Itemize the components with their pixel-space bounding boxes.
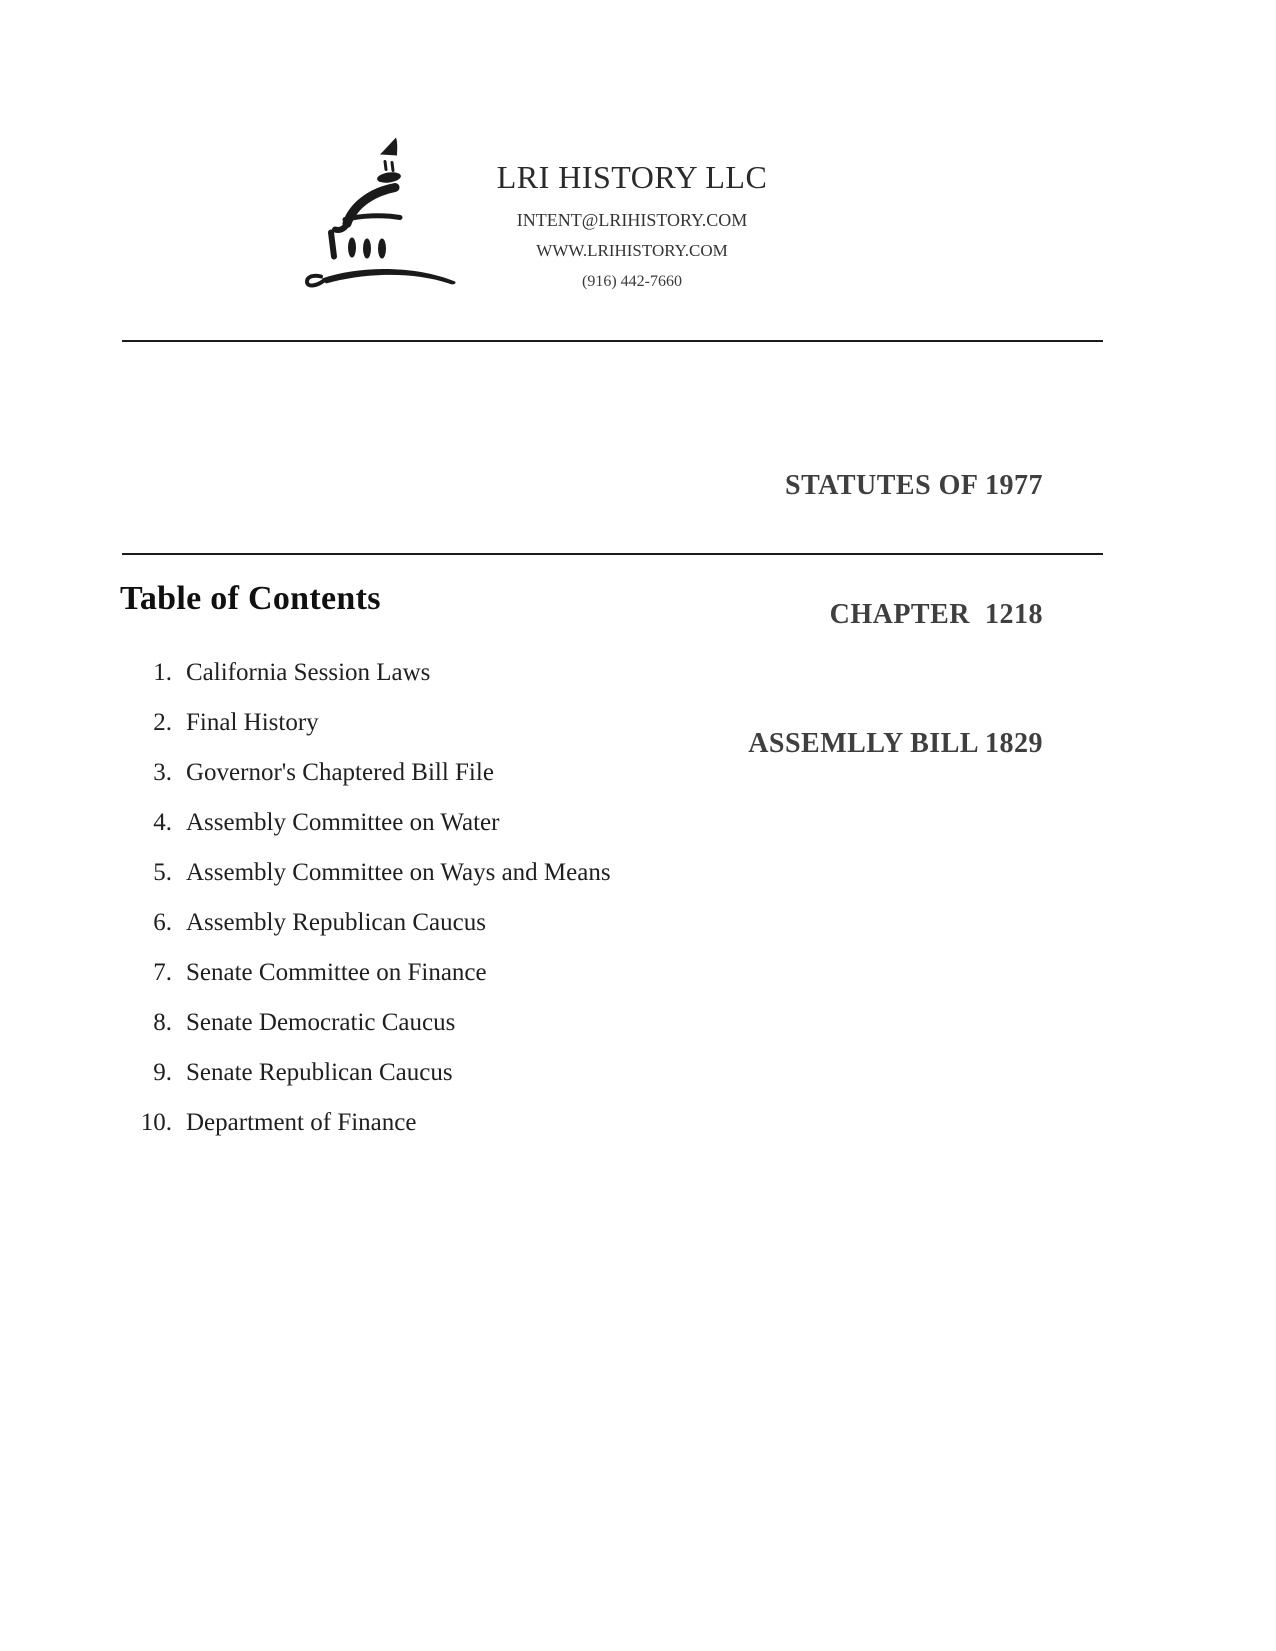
toc-item-number: 3. [153,759,172,786]
toc-item [122,998,611,1048]
toc-item-number: 4. [153,809,172,836]
toc-item-label: Final History [186,709,319,736]
toc-item-label: Assembly Committee on Ways and Means [186,859,611,886]
toc-item-number: 9. [153,1059,172,1086]
toc-item-label: Assembly Committee on Water [186,809,500,836]
toc-item-number: 2. [153,709,172,736]
toc-item-number: 8. [153,1009,172,1036]
toc-item-number: 1. [153,659,172,686]
toc-item-label: Department of Finance [186,1109,417,1136]
toc-item-label: Senate Democratic Caucus [186,1009,456,1036]
contact-website: WWW.LRIHISTORY.COM [536,241,728,260]
toc-item [122,698,611,748]
letterhead [452,158,812,292]
doc-info-bill: ASSEMLLY BILL 1829 [748,728,1043,759]
toc-item [122,948,611,998]
toc-item-label: Senate Committee on Finance [186,959,487,986]
divider-top [122,340,1103,342]
toc-item [122,798,611,848]
toc-item [122,748,611,798]
contact-phone: (916) 442-7660 [582,273,682,290]
toc-item-label: Governor's Chaptered Bill File [186,759,494,786]
toc-item [122,648,611,698]
contact-email: INTENT@LRIHISTORY.COM [516,210,748,230]
toc-item [122,1048,611,1098]
doc-info-statutes: STATUTES OF 1977 [785,470,1043,501]
toc-item-label: Assembly Republican Caucus [186,909,486,936]
toc-item-number: 7. [153,959,172,986]
toc-item-number: 6. [153,909,172,936]
toc-item-number: 10. [140,1109,172,1136]
toc-item-label: Senate Republican Caucus [186,1059,453,1086]
company-name: LRI HISTORY LLC [496,159,768,195]
toc-item [122,1098,611,1148]
toc-title: Table of Contents [120,580,381,617]
toc-item-label: California Session Laws [186,659,431,686]
toc-item [122,848,611,898]
toc-item-number: 5. [153,859,172,886]
toc-item [122,898,611,948]
toc-list [122,648,611,1148]
document-info [748,378,1043,851]
divider-bottom [122,553,1103,555]
doc-info-chapter: CHAPTER 1218 [829,599,1043,630]
